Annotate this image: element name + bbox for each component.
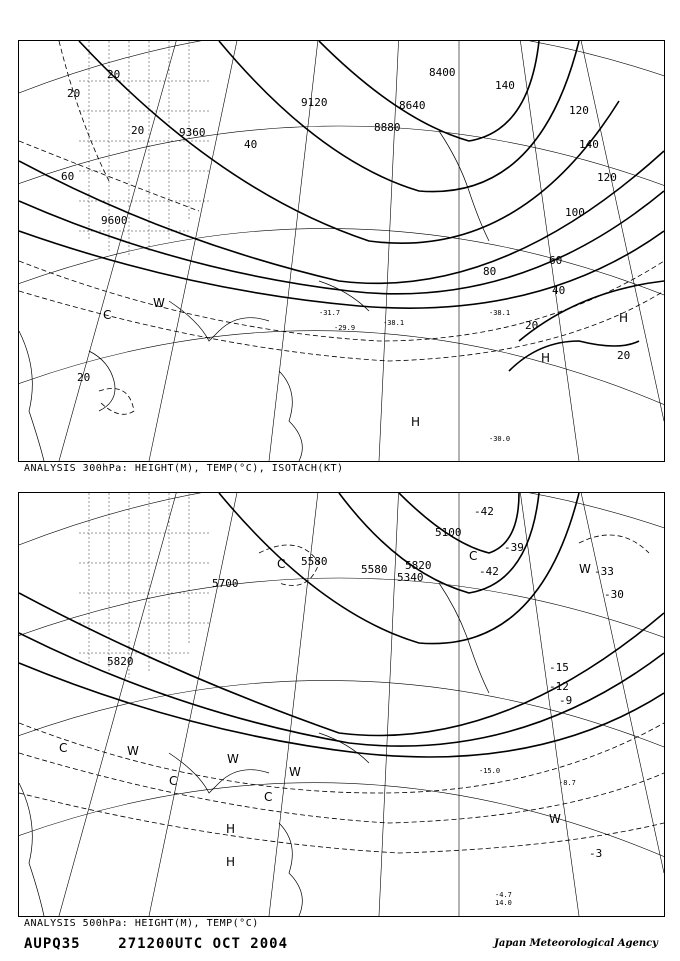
station-temp: -30.0 <box>489 435 511 443</box>
isotach-label: 40 <box>552 284 566 297</box>
isotach-label: 80 <box>483 265 497 278</box>
isotach-label: 60 <box>61 170 75 183</box>
height-label-5580: 5580 <box>301 555 328 568</box>
pressure-center-warm: W <box>549 812 561 826</box>
height-label-9360: 9360 <box>179 126 206 139</box>
map-panel-500hpa <box>18 492 665 917</box>
hatch-region-500 <box>79 493 209 678</box>
station-temp: -38.1 <box>383 319 405 327</box>
temp-label: -9 <box>559 694 573 707</box>
pressure-center-warm: W <box>227 752 239 766</box>
coastlines-500 <box>19 583 489 916</box>
map-500hpa-svg <box>19 493 664 916</box>
isotach-label: 60 <box>549 254 563 267</box>
height-label-5820: 5820 <box>405 559 432 572</box>
isotach-label: 120 <box>597 171 617 184</box>
isotach-label: 100 <box>565 206 585 219</box>
pressure-center-warm: W <box>579 562 591 576</box>
pressure-center-high: H <box>619 311 629 325</box>
height-label-5580: 5580 <box>361 563 388 576</box>
caption-300hpa: ANALYSIS 300hPa: HEIGHT(M), TEMP(°C), ISOTACH(KT) <box>24 463 344 474</box>
station-temp: -15.0 <box>479 767 501 775</box>
height-contours-500 <box>19 493 664 757</box>
height-label-5820: 5820 <box>107 655 134 668</box>
station-temp: -8.7 <box>559 779 576 787</box>
temp-label: -30 <box>604 588 624 601</box>
pressure-center-warm: W <box>289 765 301 779</box>
height-label-8880: 8880 <box>374 121 401 134</box>
agency-name: Japan Meteorological Agency <box>494 938 658 949</box>
temp-label: -12 <box>549 680 569 693</box>
pressure-center-cold: C <box>277 557 286 571</box>
height-label-5100: 5100 <box>435 526 462 539</box>
temp-label: -42 <box>479 565 499 578</box>
chart-datetime: 271200UTC OCT 2004 <box>118 936 289 952</box>
height-label-8400: 8400 <box>429 66 456 79</box>
height-label-5340: 5340 <box>397 571 424 584</box>
isotach-label: 140 <box>495 79 515 92</box>
footer-code-line <box>24 936 288 952</box>
pressure-center-high: H <box>226 855 236 869</box>
height-label-8640: 8640 <box>399 99 426 112</box>
pressure-center-high: H <box>411 415 421 429</box>
pressure-center-cold: C <box>103 308 112 322</box>
pressure-center-cold: C <box>264 790 273 804</box>
isotach-label: 40 <box>244 138 258 151</box>
pressure-center-cold: C <box>59 741 68 755</box>
pressure-center-high: H <box>541 351 551 365</box>
pressure-center-warm: W <box>153 296 165 310</box>
height-label-9120: 9120 <box>301 96 328 109</box>
pressure-center-warm: W <box>127 744 139 758</box>
pressure-center-cold: C <box>469 549 478 563</box>
pressure-center-high: H <box>226 822 236 836</box>
station-temp: -4.7 <box>495 891 512 899</box>
station-temp: 14.0 <box>495 899 512 907</box>
hatch-region-300 <box>79 41 209 256</box>
isotach-label: 140 <box>579 138 599 151</box>
isotach-label: 20 <box>525 319 539 332</box>
height-label-9600: 9600 <box>101 214 128 227</box>
temp-label: -42 <box>474 505 494 518</box>
isotachs-300 <box>19 41 664 414</box>
map-panel-300hpa <box>18 40 665 462</box>
isotach-label: 20 <box>77 371 91 384</box>
graticule-300 <box>19 41 664 461</box>
caption-500hpa: ANALYSIS 500hPa: HEIGHT(M), TEMP(°C) <box>24 918 259 929</box>
station-temp: -31.7 <box>319 309 341 317</box>
pressure-center-cold: C <box>169 774 178 788</box>
isotach-label: 20 <box>67 87 81 100</box>
station-temp: -38.1 <box>489 309 511 317</box>
chart-code: AUPQ35 <box>24 936 81 952</box>
coastlines-300 <box>19 131 489 461</box>
map-300hpa-svg <box>19 41 664 461</box>
isotach-label: 120 <box>569 104 589 117</box>
isotach-label: 20 <box>131 124 145 137</box>
isotach-label: 20 <box>107 68 121 81</box>
temp-label: -3 <box>589 847 603 860</box>
isotach-label: 20 <box>617 349 631 362</box>
height-label-5700: 5700 <box>212 577 239 590</box>
temp-label: -33 <box>594 565 614 578</box>
station-temp: -29.9 <box>334 324 356 332</box>
temp-label: -39 <box>504 541 524 554</box>
temp-label: -15 <box>549 661 569 674</box>
